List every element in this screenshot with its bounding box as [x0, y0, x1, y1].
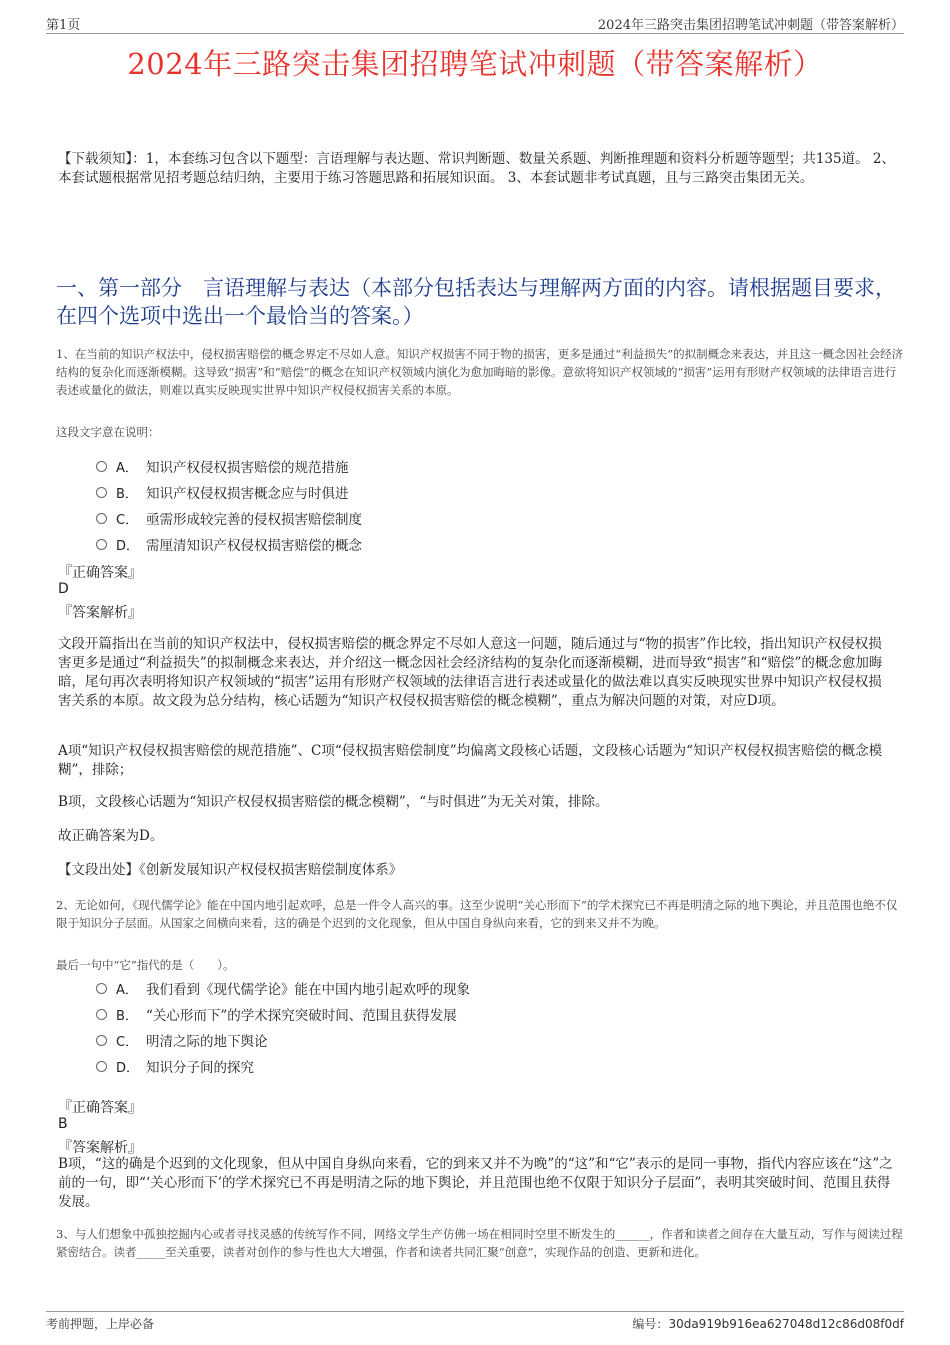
footer-slogan: 考前押题，上岸必备	[46, 1317, 155, 1331]
option-text: 需厘清知识产权侵权损害赔偿的概念	[146, 538, 362, 554]
option-a[interactable]	[96, 975, 896, 1001]
option-text: 知识分子间的探究	[146, 1060, 254, 1076]
analysis-paragraph: 文段开篇指出在当前的知识产权法中，侵权损害赔偿的概念界定不尽如人意这一问题，随后通过与“物的损害”作比较，指出知识产权侵权损害更多是通过“利益损失”的拟制概念来表达，并介绍这一概念因社会经济结构的复杂化而逐渐模糊，进而导致“损害”和“赔偿”的概念愈加晦暗，尾句再次表明将知识产权领域的“损害”运用有形财产权领域的法律语言进行表述或量化的做法难以真实反映现实世界中知识产权侵权损害关系的本原。故文段为总分结构，核心话题为“知识产权侵权损害赔偿的概念模糊”，重点为解决问题的对策，对应D项。	[58, 636, 883, 709]
option-c[interactable]	[96, 505, 896, 531]
correct-answer: D	[58, 581, 69, 597]
option-letter: C．	[116, 512, 139, 528]
correct-answer-label: 『正确答案』	[58, 565, 142, 581]
correct-answer-label: 『正确答案』	[58, 1100, 142, 1116]
option-b[interactable]	[96, 479, 896, 505]
option-text: 知识产权侵权损害概念应与时俱进	[146, 486, 349, 502]
analysis-conclusion: 故正确答案为D。	[58, 828, 164, 844]
question-1-text: 1、在当前的知识产权法中，侵权损害赔偿的概念界定不尽如人意。知识产权损害不同于物的损害，更多是通过“利益损失”的拟制概念来表达，并且这一概念因社会经济结构的复杂化而逐渐模糊。这导致“损害”和“赔偿”的概念在知识产权领域内演化为愈加晦暗的影像。意欲将知识产权领域的“损害”运用有形财产权领域的法律语言进行表述或量化的做法，则难以真实反映现实世界中知识产权侵权损害关系的本原。	[56, 347, 904, 397]
question-2-prompt: 最后一句中“它”指代的是（ ）。	[56, 958, 235, 972]
radio-icon[interactable]	[96, 1061, 107, 1072]
download-notice: 【下载须知】：1，本套练习包含以下题型：言语理解与表达题、常识判断题、数量关系题、判断推理题和资料分析题等题型；共135道。 2、本套试题根据常见招考题总结归纳，主要用于练习答题思路和拓展知识面。 3、本套试题非考试真题，且与三路突击集团无关。	[58, 151, 895, 186]
analysis-paragraph: B项，文段核心话题为“知识产权侵权损害赔偿的概念模糊”，“与时俱进”为无关对策，排除。	[58, 794, 609, 810]
analysis-paragraph: B项，“这的确是个迟到的文化现象，但从中国自身纵向来看，它的到来又并不为晚”的“这”和“它”表示的是同一事物，指代内容应该在“这”之前的一句，即“‘关心形而下’的学术探究已不再是明清之际的地下舆论，并且范围也绝不仅限于知识分子层面”，表明其突破时间、范围且获得发展。	[58, 1156, 893, 1210]
analysis-label: 『答案解析』	[58, 605, 142, 621]
section-heading: 一、第一部分 言语理解与表达（本部分包括表达与理解两方面的内容。请根据题目要求，在四个选项中选出一个最恰当的答案。）	[56, 276, 896, 328]
correct-answer: B	[58, 1116, 68, 1132]
option-a[interactable]	[96, 453, 896, 479]
radio-icon[interactable]	[96, 539, 107, 550]
question-2-text: 2、无论如何，《现代儒学论》能在中国内地引起欢呼，总是一件令人高兴的事。这至少说明“关心形而下”的学术探究已不再是明清之际的地下舆论，并且范围也绝不仅限于知识分子层面。从国家之间横向来看，这的确是个迟到的文化现象，但从中国自身纵向来看，它的到来又并不为晚。	[56, 898, 898, 930]
option-letter: A．	[116, 982, 138, 998]
footer-code-value: 30da919b916ea627048d12c86d08f0df	[668, 1317, 904, 1331]
analysis-label: 『答案解析』	[58, 1140, 142, 1156]
option-text: 明清之际的地下舆论	[146, 1034, 268, 1050]
header-doc-name: 2024年三路突击集团招聘笔试冲刺题（带答案解析）	[597, 18, 904, 33]
option-letter: B．	[116, 1008, 138, 1024]
passage-source: 【文段出处】《创新发展知识产权侵权损害赔偿制度体系》	[58, 862, 403, 878]
option-letter: D．	[116, 538, 140, 554]
question-3-text: 3、与人们想象中孤独挖掘内心或者寻找灵感的传统写作不同，网络文学生产仿佛一场在相同时空里不断发生的______，作者和读者之间存在大量互动，写作与阅读过程紧密结合。读者_____至关重要，读者对创作的参与性也大大增强，作者和读者共同汇聚“创意”，实现作品的创造、更新和进化。	[56, 1227, 903, 1259]
header-page-number: 第1页	[46, 18, 81, 33]
option-b[interactable]	[96, 1001, 896, 1027]
radio-icon[interactable]	[96, 487, 107, 498]
footer-divider	[46, 1311, 904, 1312]
radio-icon[interactable]	[96, 1009, 107, 1020]
option-d[interactable]	[96, 1053, 896, 1079]
radio-icon[interactable]	[96, 983, 107, 994]
question-1-prompt: 这段文字意在说明：	[56, 425, 160, 439]
option-text: 我们看到《现代儒学论》能在中国内地引起欢呼的现象	[146, 982, 470, 998]
footer-code-label: 编号：	[632, 1317, 669, 1331]
question-1-options	[96, 453, 896, 557]
radio-icon[interactable]	[96, 513, 107, 524]
option-text: 亟需形成较完善的侵权损害赔偿制度	[146, 512, 362, 528]
header-divider	[46, 33, 904, 34]
document-title: 2024年三路突击集团招聘笔试冲刺题（带答案解析）	[127, 47, 823, 81]
question-2-options	[96, 975, 896, 1079]
option-c[interactable]	[96, 1027, 896, 1053]
option-letter: B．	[116, 486, 138, 502]
option-letter: C．	[116, 1034, 139, 1050]
analysis-paragraph: A项“知识产权侵权损害赔偿的规范措施”、C项“侵权损害赔偿制度”均偏离文段核心话题，文段核心话题为“知识产权侵权损害赔偿的概念模糊”，排除；	[58, 743, 883, 778]
option-letter: A．	[116, 460, 138, 476]
option-text: 知识产权侵权损害赔偿的规范措施	[146, 460, 349, 476]
radio-icon[interactable]	[96, 1035, 107, 1046]
option-text: “关心形而下”的学术探究突破时间、范围且获得发展	[146, 1008, 457, 1024]
radio-icon[interactable]	[96, 461, 107, 472]
footer-code	[632, 1315, 904, 1332]
option-letter: D．	[116, 1060, 140, 1076]
option-d[interactable]	[96, 531, 896, 557]
